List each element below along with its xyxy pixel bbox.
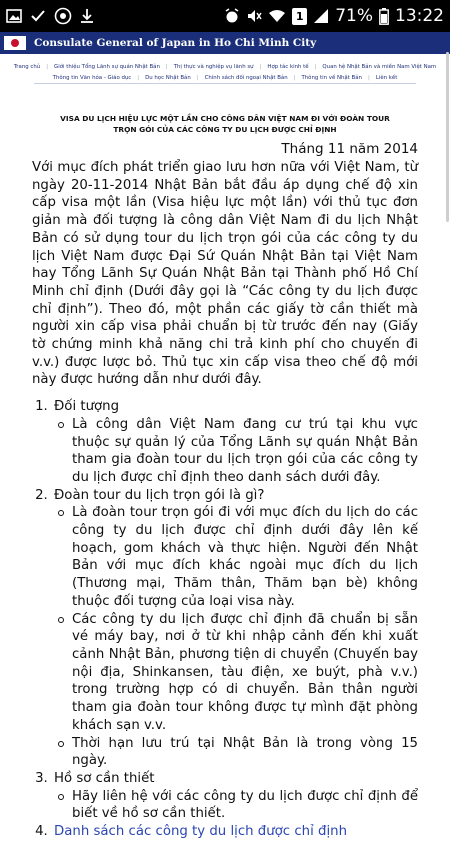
signal-icon bbox=[313, 9, 329, 23]
list-item: Hãy liên hệ với các công ty du lịch được chỉ định để biết về hồ sơ cần thiết. bbox=[72, 788, 418, 822]
designated-agencies-link[interactable]: 4. Danh sách các công ty du lịch được chỉ định bbox=[54, 824, 347, 840]
site-header bbox=[0, 32, 450, 54]
section-item bbox=[52, 823, 418, 841]
main-navigation bbox=[0, 54, 450, 87]
nav-row-1 bbox=[0, 54, 450, 72]
nav-study-in-japan[interactable]: Du học Nhật Bản bbox=[145, 74, 191, 81]
nav-separator: | bbox=[293, 74, 296, 81]
site-title[interactable]: Consulate General of Japan in Ho Chi Minh City bbox=[34, 37, 317, 49]
section-list bbox=[32, 398, 418, 841]
nav-row-2 bbox=[0, 72, 450, 83]
sim-badge: 1 bbox=[292, 8, 307, 25]
list-item: Thời hạn lưu trú tại Nhật Bản là trong vòng 15 ngày. bbox=[72, 735, 418, 769]
nav-separator: | bbox=[137, 74, 140, 81]
nav-separator: | bbox=[196, 74, 199, 81]
camera-icon bbox=[54, 7, 72, 25]
status-bar bbox=[0, 0, 450, 32]
nav-economic-cooperation[interactable]: Hợp tác kinh tế bbox=[267, 63, 309, 70]
article-title: VISA DU LỊCH HIỆU LỰC MỘT LẦN CHO CÔNG DÂN VIỆT NAM ĐI VỚI ĐOÀN TOUR TRỌN GÓI CỦA CÁC CÔNG TY DU LỊCH ĐƯỢC CHỈ ĐỊNH bbox=[60, 114, 390, 134]
alarm-icon bbox=[224, 8, 240, 24]
nav-culture-education[interactable]: Thông tin Văn hóa - Giáo dục bbox=[52, 74, 132, 81]
scrollbar[interactable] bbox=[446, 52, 449, 222]
section-heading: 3. Hồ sơ cần thiết bbox=[54, 770, 155, 786]
wifi-icon bbox=[268, 9, 286, 23]
nav-foreign-policy[interactable]: Chính sách đối ngoại Nhật Bản bbox=[204, 74, 288, 81]
nav-divider bbox=[34, 83, 416, 84]
nav-separator: | bbox=[314, 63, 317, 70]
gallery-icon bbox=[6, 9, 22, 23]
battery-percent: 71% bbox=[335, 6, 373, 26]
nav-japan-south-vietnam[interactable]: Quan hệ Nhật Bản và miền Nam Việt Nam bbox=[322, 63, 437, 70]
sub-list bbox=[54, 788, 418, 823]
nav-about-consulate[interactable]: Giới thiệu Tổng Lãnh sự quán Nhật Bản bbox=[54, 63, 160, 70]
section-item bbox=[52, 770, 418, 823]
nav-separator: | bbox=[259, 63, 262, 70]
list-item: Là công dân Việt Nam đang cư trú tại khu vực thuộc sự quản lý của Tổng Lãnh sự quán Nhật Bản tham gia đoàn tour du lịch trọn gói của các công ty du lịch được chỉ định theo danh sách dưới đây. bbox=[72, 416, 418, 485]
nav-about-japan[interactable]: Thông tin về Nhật Bản bbox=[301, 74, 362, 81]
battery-icon bbox=[379, 8, 389, 25]
article bbox=[0, 87, 450, 841]
download-icon bbox=[80, 8, 94, 24]
nav-links[interactable]: Liên kết bbox=[375, 74, 398, 81]
nav-separator: | bbox=[46, 63, 49, 70]
list-item: Các công ty du lịch được chỉ định đã chuẩn bị sẵn vé máy bay, nơi ở từ khi nhập cảnh đến khi xuất cảnh Nhật Bản, phương tiện di chuyển (Chuyến bay nội địa, Shinkansen, tàu điện, xe buýt, phà v.v.) trong trường hợp có di chuyển. Bản thân người tham gia đoàn tour không được tự mình đặt phòng khách sạn v.v. bbox=[72, 611, 418, 733]
nav-separator: | bbox=[367, 74, 370, 81]
check-icon bbox=[30, 9, 46, 23]
article-date: Tháng 11 năm 2014 bbox=[281, 141, 418, 157]
mute-icon bbox=[246, 8, 262, 24]
section-heading: 1. Đối tượng bbox=[54, 399, 120, 415]
list-item: Là đoàn tour trọn gói đi với mục đích du lịch do các công ty du lịch được chỉ định dưới đây lên kế hoạch, gom khách và thực hiện. Người đến Nhật Bản với mục đích khác ngoài mục đích du lịch (Thương mại, Thăm thân, Thăm bạn bè) không thuộc đối tượng của loại visa này. bbox=[72, 505, 418, 609]
section-heading: 2. Đoàn tour du lịch trọn gói là gì? bbox=[54, 487, 265, 503]
article-intro: Với mục đích phát triển giao lưu hơn nữa với Việt Nam, từ ngày 20-11-2014 Nhật Bản bắt đầu áp dụng chế độ xin cấp visa một lần (Visa hiệu lực một lần) với thủ tục đơn giản mà đối tượng là công dân Việt Nam đi du lịch Nhật Bản có sử dụng tour du lịch trọn gói của các công ty du lịch Việt Nam được Đại Sứ Quán Nhật Bản tại Việt Nam hay Tổng Lãnh Sự Quán Nhật Bản tại Thành phố Hồ Chí Minh chỉ định (Dưới đây gọi là “Các công ty du lịch được chỉ định”). Theo đó, một phần các giấy tờ cần thiết mà người xin cấp visa phải chuẩn bị từ trước đến nay (Giấy tờ chứng minh khả năng chi trả kinh phí cho chuyến đi v.v.) được lược bỏ. Thủ tục xin cấp visa theo chế độ mới này được hướng dẫn như dưới đây. bbox=[32, 160, 418, 388]
nav-home[interactable]: Trang chủ bbox=[13, 63, 41, 70]
clock: 13:22 bbox=[395, 6, 444, 26]
japan-flag-icon bbox=[4, 36, 26, 50]
sub-list bbox=[54, 504, 418, 770]
nav-separator: | bbox=[165, 63, 168, 70]
nav-visa-consular[interactable]: Thị thực và nghiệp vụ lãnh sự bbox=[173, 63, 254, 70]
sub-list bbox=[54, 416, 418, 487]
section-item bbox=[52, 487, 418, 770]
section-item bbox=[52, 398, 418, 487]
